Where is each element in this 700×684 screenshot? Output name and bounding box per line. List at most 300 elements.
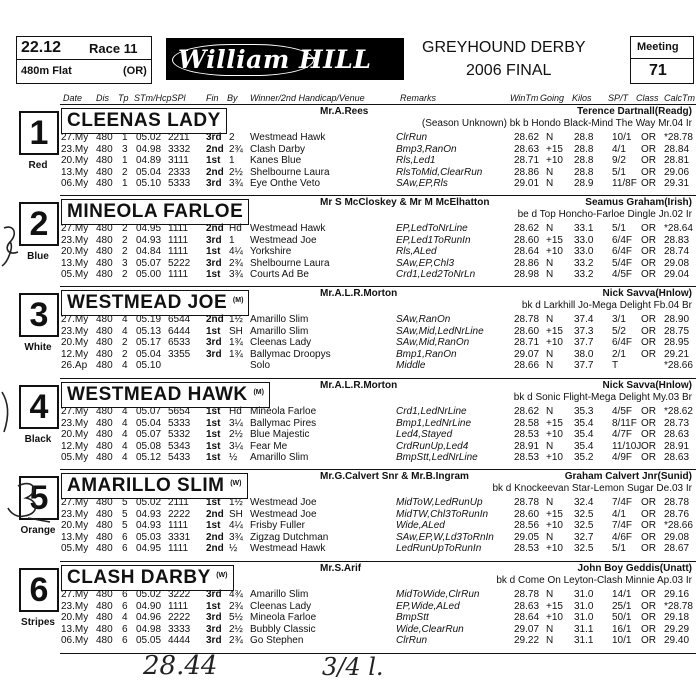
form-dis: 480 [96, 589, 113, 600]
form-hcp: 1111 [168, 520, 189, 532]
form-going: N [546, 360, 554, 372]
form-cls: OR [641, 452, 656, 464]
form-winner: Fear Me [250, 440, 288, 452]
form-kilos: 31.0 [574, 612, 594, 624]
greyhound-name [61, 108, 227, 134]
form-stm: 04.96 [136, 612, 162, 624]
form-cls: OR [641, 635, 656, 647]
form-sp: 6/4F [612, 337, 633, 349]
form-sp: 7/4F [612, 520, 633, 532]
form-going: N [546, 531, 554, 543]
form-date: 20.My [61, 429, 89, 441]
form-row [0, 452, 700, 463]
form-tp: 3 [122, 257, 128, 269]
form-cls: OR [641, 417, 656, 429]
form-calc: 28.76 [664, 508, 690, 520]
greyhound-name-text: MINEOLA FARLOE [67, 201, 244, 222]
form-cls: OR [641, 257, 656, 269]
form-by: 4¼ [229, 520, 243, 532]
form-kilos: 33.0 [574, 246, 594, 258]
form-cls: OR [641, 531, 656, 543]
form-wintm: 29.07 [514, 623, 540, 635]
meeting-box [630, 36, 694, 84]
form-date: 23.My [61, 143, 89, 155]
form-by: 2 [229, 132, 235, 143]
form-date: 05.My [61, 269, 89, 281]
form-kilos: 28.8 [574, 155, 594, 167]
form-wintm: 28.60 [514, 234, 540, 246]
form-remarks: SAw,RanOn [396, 314, 451, 325]
form-kilos: 33.1 [574, 223, 594, 234]
form-remarks: RlsToMid,ClearRun [396, 166, 483, 178]
form-by: 4¾ [229, 589, 243, 600]
form-date: 26.Ap [61, 360, 88, 372]
form-stm: 05.00 [136, 269, 162, 281]
greyhound-name-text: CLASH DARBY [67, 567, 211, 588]
trap-colour: Black [24, 434, 52, 445]
form-wintm: 28.53 [514, 452, 540, 464]
form-cls: OR [641, 143, 656, 155]
form-winner: Zigzag Dutchman [250, 531, 329, 543]
form-kilos: 32.5 [574, 543, 594, 555]
form-remarks: MidToWide,ClrRun [396, 589, 480, 600]
form-fin: 2nd [206, 531, 224, 543]
form-date: 20.My [61, 246, 89, 258]
owner-name: Mr.A.L.R.Morton [320, 380, 398, 391]
form-row [0, 223, 700, 234]
form-tp: 4 [122, 360, 128, 372]
form-tp: 4 [122, 612, 128, 624]
form-row [0, 497, 700, 508]
form-hcp: 4444 [168, 635, 191, 647]
form-stm: 05.10 [136, 360, 162, 372]
form-stm: 04.84 [136, 246, 162, 258]
form-stm: 05.02 [136, 497, 162, 508]
form-dis: 480 [96, 155, 113, 167]
form-kilos: 28.8 [574, 143, 594, 155]
form-wintm: 28.64 [514, 612, 540, 624]
form-going: N [546, 635, 554, 647]
form-row [0, 624, 700, 635]
form-fin: 1st [206, 246, 221, 258]
form-fin: 3rd [206, 257, 222, 269]
form-sp: 5/1 [612, 166, 626, 178]
form-sp: 4/5F [612, 269, 633, 281]
form-kilos: 37.4 [574, 314, 594, 325]
form-fin: 3rd [206, 234, 222, 246]
form-tp: 2 [122, 337, 128, 349]
form-fin: 1st [206, 497, 221, 508]
form-kilos: 28.9 [574, 178, 594, 190]
form-tp: 6 [122, 543, 128, 555]
form-going: N [546, 440, 554, 452]
form-row [0, 258, 700, 269]
breeding-info: be d Top Honcho-Farloe Dingle Jn.02 Ir [517, 209, 692, 220]
form-row [0, 429, 700, 440]
form-winner: Westmead Hawk [250, 543, 326, 555]
col-going: Going [540, 93, 565, 103]
form-date: 27.My [61, 589, 89, 600]
form-fin: 3rd [206, 178, 222, 190]
form-going: N [546, 269, 554, 281]
form-row [0, 406, 700, 417]
form-dis: 480 [96, 234, 113, 246]
form-remarks: SAw,EP,Rls [396, 178, 448, 190]
form-winner: Amarillo Slim [250, 589, 309, 600]
form-sp: T [612, 360, 619, 372]
form-kilos: 31.0 [574, 600, 594, 612]
form-hcp: 3333 [168, 623, 191, 635]
trainer-name: Nick Savva(Hnlow) [602, 380, 692, 391]
greyhound-name-text: WESTMEAD HAWK [67, 384, 248, 405]
form-sp: 6/4F [612, 246, 633, 258]
form-sp: 4/9F [612, 452, 633, 464]
form-remarks: Bmp1,RanOn [396, 348, 457, 360]
form-dis: 480 [96, 612, 113, 624]
meeting-number: 71 [649, 62, 667, 79]
form-kilos: 38.0 [574, 348, 594, 360]
form-date: 06.My [61, 178, 89, 190]
form-hcp: 5333 [168, 417, 191, 429]
form-tp: 4 [122, 429, 128, 441]
form-dis: 480 [96, 429, 113, 441]
form-row [0, 167, 700, 178]
form-cls: OR [641, 612, 656, 624]
form-date: 27.My [61, 314, 89, 325]
form-hcp: 2333 [168, 166, 191, 178]
greyhound-tag: (M) [232, 297, 244, 304]
trap-divider [60, 195, 696, 196]
trap-divider [60, 561, 696, 562]
form-going: N [546, 623, 554, 635]
form-stm: 05.07 [136, 257, 162, 269]
form-sp: 4/6F [612, 531, 633, 543]
form-cls: OR [641, 520, 656, 532]
form-dis: 480 [96, 360, 113, 372]
form-kilos: 28.8 [574, 166, 594, 178]
trap-colour: Stripes [21, 617, 55, 628]
form-sp: 4/1 [612, 143, 626, 155]
form-fin: 3rd [206, 337, 222, 349]
form-row [0, 509, 700, 520]
form-hcp: 6544 [168, 314, 191, 325]
form-row [0, 520, 700, 531]
form-by: 1½ [229, 314, 243, 325]
form-wintm: 28.71 [514, 155, 540, 167]
owner-name: Mr.A.Rees [320, 106, 369, 117]
form-cls: OR [641, 623, 656, 635]
form-kilos: 37.7 [574, 337, 594, 349]
form-stm: 04.93 [136, 520, 162, 532]
trap-divider [60, 104, 696, 105]
form-calc: 28.73 [664, 417, 690, 429]
trap-divider [60, 469, 696, 470]
race-info-box [16, 36, 152, 84]
form-row [0, 589, 700, 600]
form-row [0, 178, 700, 189]
owner-name: Mr.A.L.R.Morton [320, 288, 398, 299]
form-calc: *28.66 [664, 520, 693, 532]
form-tp: 4 [122, 314, 128, 325]
form-going: N [546, 166, 554, 178]
form-dis: 480 [96, 348, 113, 360]
form-wintm: 28.62 [514, 223, 540, 234]
form-going: N [546, 406, 554, 417]
form-date: 12.My [61, 348, 89, 360]
form-calc: 29.06 [664, 166, 690, 178]
handwritten-scribble-blue [0, 222, 22, 268]
form-winner: Amarillo Slim [250, 325, 309, 337]
form-calc: 29.31 [664, 178, 690, 190]
form-dis: 480 [96, 543, 113, 555]
form-kilos: 33.0 [574, 234, 594, 246]
form-cls: OR [641, 325, 656, 337]
form-wintm: 28.60 [514, 325, 540, 337]
form-wintm: 28.86 [514, 166, 540, 178]
trap-number: 5 [19, 476, 59, 520]
form-hcp: 3332 [168, 143, 191, 155]
form-hcp: 5343 [168, 440, 191, 452]
form-dis: 480 [96, 531, 113, 543]
form-dis: 480 [96, 623, 113, 635]
form-fin: 1st [206, 600, 221, 612]
form-fin: 3rd [206, 348, 222, 360]
form-dis: 480 [96, 178, 113, 190]
form-fin: 1st [206, 429, 221, 441]
form-sp: 50/1 [612, 612, 632, 624]
form-fin: 2nd [206, 543, 224, 555]
form-date: 27.My [61, 497, 89, 508]
form-row [0, 360, 700, 371]
form-fin: 1st [206, 269, 221, 281]
form-winner: Amarillo Slim [250, 452, 309, 464]
form-going: +10 [546, 520, 563, 532]
form-date: 06.My [61, 635, 89, 647]
form-date: 27.My [61, 406, 89, 417]
form-stm: 05.17 [136, 337, 162, 349]
form-wintm: 28.91 [514, 440, 540, 452]
form-going: +10 [546, 155, 563, 167]
form-wintm: 28.56 [514, 520, 540, 532]
form-dis: 480 [96, 600, 113, 612]
form-tp: 5 [122, 508, 128, 520]
form-date: 20.My [61, 520, 89, 532]
col-stm: STm/HcpSPl [134, 93, 186, 103]
form-kilos: 35.3 [574, 406, 594, 417]
form-hcp: 3222 [168, 589, 191, 600]
form-date: 23.My [61, 325, 89, 337]
form-winner: Mineola Farloe [250, 612, 317, 624]
form-winner: Westmead Joe [250, 508, 317, 520]
form-fin: 3rd [206, 612, 222, 624]
william-hill-logo [166, 38, 404, 80]
form-winner: Westmead Hawk [250, 223, 326, 234]
greyhound-name [61, 382, 270, 408]
form-calc: 28.75 [664, 325, 690, 337]
trap-colour: White [24, 342, 52, 353]
form-by: 2½ [229, 623, 243, 635]
form-winner: Eye Onthe Veto [250, 178, 321, 190]
form-winner: Shelbourne Laura [250, 166, 330, 178]
form-kilos: 31.1 [574, 623, 594, 635]
form-tp: 2 [122, 166, 128, 178]
form-stm: 05.02 [136, 589, 162, 600]
form-dis: 480 [96, 440, 113, 452]
trainer-name: Graham Calvert Jnr(Sunid) [564, 471, 692, 482]
trap-divider [60, 286, 696, 287]
form-wintm: 28.53 [514, 543, 540, 555]
trap-number: 3 [19, 293, 59, 337]
handwritten-scribble-orange [4, 478, 54, 524]
form-winner: Westmead Hawk [250, 132, 326, 143]
form-fin: 2nd [206, 143, 224, 155]
form-stm: 04.89 [136, 155, 162, 167]
form-dis: 480 [96, 497, 113, 508]
form-wintm: 28.71 [514, 337, 540, 349]
form-fin: 2nd [206, 166, 224, 178]
form-going: N [546, 589, 554, 600]
form-fin: 1st [206, 155, 221, 167]
form-cls: OR [641, 508, 656, 520]
form-tp: 4 [122, 417, 128, 429]
form-going: +15 [546, 143, 563, 155]
form-row [0, 418, 700, 429]
form-winner: Blue Majestic [250, 429, 310, 441]
form-row [0, 612, 700, 623]
form-going: +15 [546, 508, 563, 520]
form-wintm: 28.86 [514, 257, 540, 269]
form-fin: 3rd [206, 589, 222, 600]
trainer-name: Terence Dartnall(Readg) [577, 106, 692, 117]
greyhound-tag: (M) [253, 389, 264, 396]
form-winner: Frisby Fuller [250, 520, 306, 532]
form-fin: 2nd [206, 314, 224, 325]
form-calc: 29.08 [664, 257, 690, 269]
form-wintm: 29.07 [514, 348, 540, 360]
col-by: By [227, 93, 238, 103]
form-date: 05.My [61, 543, 89, 555]
form-cls: OR [641, 132, 656, 143]
breeding-info: bk d Sonic Flight-Mega Delight My.03 Br [513, 392, 692, 403]
form-winner: Cleenas Lady [250, 337, 312, 349]
trainer-name: Nick Savva(Hnlow) [602, 288, 692, 299]
form-row [0, 349, 700, 360]
form-remarks: Bmp3,RanOn [396, 143, 457, 155]
handwritten-margin: 3/4 l. [322, 653, 384, 681]
form-remarks: ClrRun [396, 132, 428, 143]
race-number: Race 11 [89, 41, 138, 56]
form-dis: 480 [96, 269, 113, 281]
form-calc: 29.16 [664, 589, 690, 600]
form-stm: 05.05 [136, 635, 162, 647]
form-tp: 2 [122, 348, 128, 360]
form-row [0, 532, 700, 543]
form-calc: 28.83 [664, 234, 690, 246]
form-date: 23.My [61, 508, 89, 520]
form-sp: 10/1 [612, 635, 632, 647]
form-fin: 2nd [206, 223, 224, 234]
form-calc: *28.78 [664, 600, 693, 612]
form-wintm: 28.78 [514, 314, 540, 325]
handwritten-time: 28.44 [143, 651, 218, 681]
col-remarks: Remarks [400, 93, 437, 103]
form-winner: Cleenas Lady [250, 600, 312, 612]
col-fin: Fin [206, 93, 219, 103]
form-tp: 2 [122, 234, 128, 246]
form-fin: 1st [206, 325, 221, 337]
form-cls: OR [641, 429, 656, 441]
form-wintm: 28.64 [514, 246, 540, 258]
form-dis: 480 [96, 635, 113, 647]
form-tp: 6 [122, 623, 128, 635]
form-row [0, 132, 700, 143]
form-row [0, 635, 700, 646]
form-dis: 480 [96, 417, 113, 429]
form-kilos: 31.0 [574, 589, 594, 600]
form-remarks: SAw,Mid,LedNrLine [396, 325, 484, 337]
form-tp: 6 [122, 635, 128, 647]
greyhound-name [61, 199, 249, 225]
form-remarks: BmpStt [396, 612, 429, 624]
form-wintm: 28.62 [514, 132, 540, 143]
form-calc: 28.74 [664, 246, 690, 258]
form-dis: 480 [96, 314, 113, 325]
form-tp: 2 [122, 269, 128, 281]
form-dis: 480 [96, 337, 113, 349]
form-tp: 6 [122, 589, 128, 600]
form-hcp: 5333 [168, 178, 191, 190]
form-stm: 05.07 [136, 429, 162, 441]
form-hcp: 3355 [168, 348, 191, 360]
form-remarks: SAw,EP,Chl3 [396, 257, 455, 269]
form-dis: 480 [96, 143, 113, 155]
event-title: GREYHOUND DERBY [422, 39, 586, 56]
form-stm: 04.95 [136, 543, 162, 555]
form-cls: OR [641, 589, 656, 600]
form-remarks: Rls,ALed [396, 246, 437, 258]
form-sp: 5/1 [612, 543, 626, 555]
form-dis: 480 [96, 223, 113, 234]
form-date: 20.My [61, 612, 89, 624]
form-going: +10 [546, 612, 563, 624]
breeding-info: bk d Knockeevan Star-Lemon Sugar De.03 Ir [492, 483, 692, 494]
form-by: 1 [229, 234, 235, 246]
form-dis: 480 [96, 325, 113, 337]
form-kilos: 28.8 [574, 132, 594, 143]
breeding-info: bk d Larkhill Jo-Mega Delight Fb.04 Br [521, 300, 692, 311]
form-calc: 29.04 [664, 269, 690, 281]
trap-colour: Red [28, 160, 48, 171]
form-remarks: Middle [396, 360, 426, 372]
form-hcp: 5222 [168, 257, 191, 269]
form-stm: 05.08 [136, 440, 162, 452]
form-wintm: 28.53 [514, 429, 540, 441]
greyhound-name-text: CLEENAS LADY [67, 110, 221, 131]
form-row [0, 155, 700, 166]
form-going: +10 [546, 337, 563, 349]
owner-name: Mr.S.Arif [320, 563, 362, 574]
form-wintm: 28.58 [514, 417, 540, 429]
greyhound-name-text: AMARILLO SLIM [67, 475, 225, 496]
form-stm: 04.95 [136, 223, 162, 234]
form-kilos: 35.4 [574, 429, 594, 441]
form-fin: 1st [206, 417, 221, 429]
form-by: 2¾ [229, 600, 243, 612]
form-going: +15 [546, 600, 563, 612]
form-by: 1½ [229, 497, 243, 508]
form-kilos: 32.7 [574, 531, 594, 543]
col-winner: Winner/2nd Handicap/Venue [250, 93, 365, 103]
